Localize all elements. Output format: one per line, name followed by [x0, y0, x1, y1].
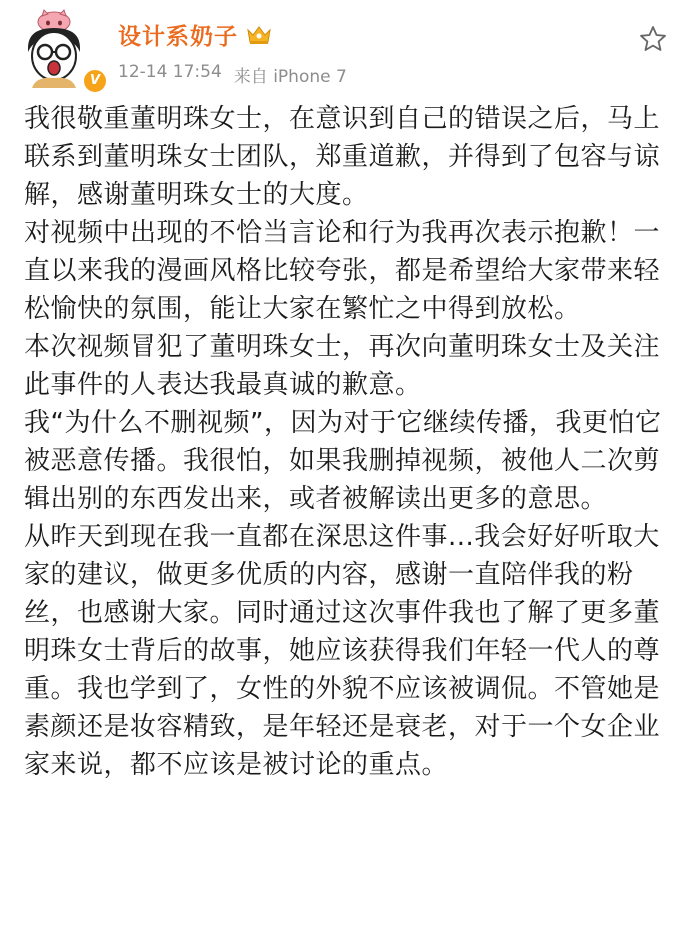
post-meta	[118, 62, 347, 87]
author-name[interactable]: 设计系奶子	[118, 24, 238, 50]
crown-icon[interactable]	[246, 24, 272, 46]
post-paragraph: 我“为什么不删视频”，因为对于它继续传播，我更怕它被恶意传播。我很怕，如果我删掉视频，被他人二次剪辑出别的东西发出来，或者被解读出更多的意思。	[24, 408, 662, 514]
author-row	[118, 18, 272, 51]
post-paragraph: 我很敬重董明珠女士，在意识到自己的错误之后，马上联系到董明珠女士团队，郑重道歉，并得到了包容与谅解，感谢董明珠女士的大度。	[24, 104, 661, 210]
verified-badge: V	[82, 68, 108, 94]
post-timestamp: 12-14 17:54	[118, 62, 222, 82]
author-avatar[interactable]	[14, 8, 101, 88]
post-body	[0, 92, 690, 784]
post-header	[0, 0, 690, 92]
post-paragraph: 本次视频冒犯了董明珠女士，再次向董明珠女士及关注此事件的人表达我最真诚的歉意。	[24, 332, 661, 400]
post-paragraph: 从昨天到现在我一直都在深思这件事...我会好好听取大家的建议，做更多优质的内容，感谢一直陪伴我的粉丝，也感谢大家。同时通过这次事件我也了解了更多董明珠女士背后的故事，她应该获得我们年轻一代人的尊重。我也学到了，女性的外貌不应该被调侃。不管她是素颜还是妆容精致，是年轻还是衰老，对于一个女企业家来说，都不应该是被讨论的重点。	[24, 522, 661, 780]
post-source: 来自 iPhone 7	[233, 67, 347, 87]
star-outline-icon[interactable]	[638, 24, 668, 54]
post-paragraph: 对视频中出现的不恰当言论和行为我再次表示抱歉！一直以来我的漫画风格比较夸张，都是希望给大家带来轻松愉快的氛围，能让大家在繁忙之中得到放松。	[24, 218, 661, 324]
